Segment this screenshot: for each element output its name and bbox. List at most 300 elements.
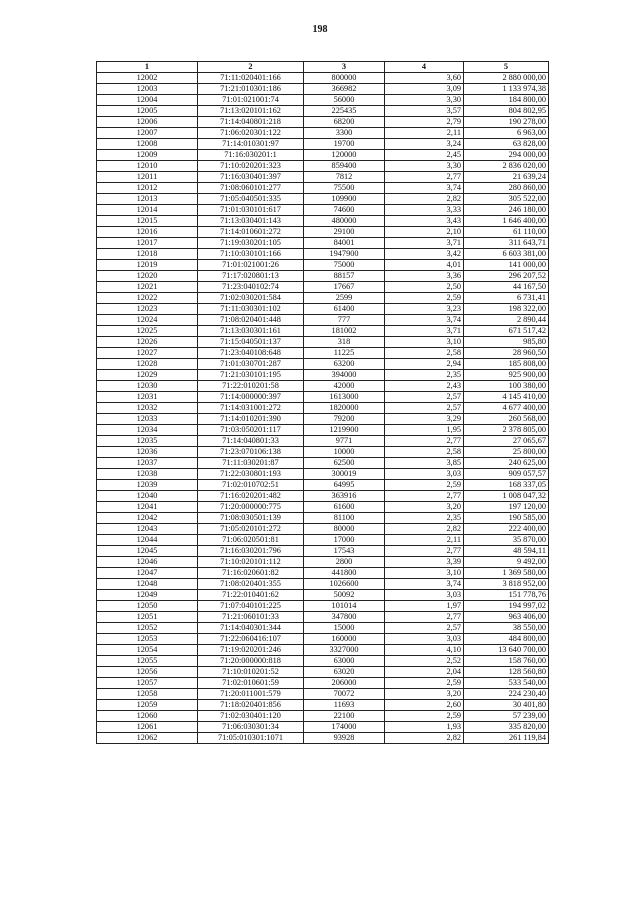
table-row <box>97 216 549 227</box>
total-value-cell: 260 568,00 <box>464 414 549 425</box>
table-row <box>97 480 549 491</box>
area-value-cell: 17667 <box>304 282 385 293</box>
table-row <box>97 227 549 238</box>
row-number-cell: 12046 <box>97 557 198 568</box>
area-value-cell: 101014 <box>304 601 385 612</box>
total-value-cell: 9 492,00 <box>464 557 549 568</box>
table-row <box>97 403 549 414</box>
area-value-cell: 88157 <box>304 271 385 282</box>
row-number-cell: 12032 <box>97 403 198 414</box>
area-value-cell: 3327000 <box>304 645 385 656</box>
rate-value-cell: 2,04 <box>385 667 464 678</box>
cadastral-number-cell: 71:15:040501:137 <box>198 337 304 348</box>
total-value-cell: 533 540,00 <box>464 678 549 689</box>
table-row <box>97 414 549 425</box>
area-value-cell: 10000 <box>304 447 385 458</box>
area-value-cell: 22100 <box>304 711 385 722</box>
table-row <box>97 106 549 117</box>
area-value-cell: 363916 <box>304 491 385 502</box>
row-number-cell: 12053 <box>97 634 198 645</box>
total-value-cell: 222 400,00 <box>464 524 549 535</box>
rate-value-cell: 2,45 <box>385 150 464 161</box>
table-row <box>97 590 549 601</box>
table-row <box>97 733 549 744</box>
table-row <box>97 95 549 106</box>
cadastral-number-cell: 71:10:020201:323 <box>198 161 304 172</box>
row-number-cell: 12007 <box>97 128 198 139</box>
rate-value-cell: 3,03 <box>385 469 464 480</box>
area-value-cell: 17543 <box>304 546 385 557</box>
rate-value-cell: 3,29 <box>385 414 464 425</box>
row-number-cell: 12005 <box>97 106 198 117</box>
cadastral-number-cell: 71:03:050201:117 <box>198 425 304 436</box>
total-value-cell: 1 133 974,38 <box>464 84 549 95</box>
rate-value-cell: 2,57 <box>385 403 464 414</box>
row-number-cell: 12019 <box>97 260 198 271</box>
row-number-cell: 12017 <box>97 238 198 249</box>
cadastral-number-cell: 71:16:020201:482 <box>198 491 304 502</box>
cadastral-number-cell: 71:21:030101:195 <box>198 370 304 381</box>
rate-value-cell: 2,52 <box>385 656 464 667</box>
cadastral-number-cell: 71:20:000000:775 <box>198 502 304 513</box>
row-number-cell: 12004 <box>97 95 198 106</box>
area-value-cell: 181002 <box>304 326 385 337</box>
rate-value-cell: 3,33 <box>385 205 464 216</box>
cadastral-number-cell: 71:14:010201:390 <box>198 414 304 425</box>
cadastral-number-cell: 71:02:030401:120 <box>198 711 304 722</box>
area-value-cell: 441800 <box>304 568 385 579</box>
area-value-cell: 19700 <box>304 139 385 150</box>
area-value-cell: 9771 <box>304 436 385 447</box>
table-row <box>97 645 549 656</box>
row-number-cell: 12048 <box>97 579 198 590</box>
row-number-cell: 12060 <box>97 711 198 722</box>
total-value-cell: 57 239,00 <box>464 711 549 722</box>
row-number-cell: 12041 <box>97 502 198 513</box>
row-number-cell: 12010 <box>97 161 198 172</box>
row-number-cell: 12034 <box>97 425 198 436</box>
total-value-cell: 484 800,00 <box>464 634 549 645</box>
row-number-cell: 12008 <box>97 139 198 150</box>
area-value-cell: 318 <box>304 337 385 348</box>
cadastral-number-cell: 71:23:040108:648 <box>198 348 304 359</box>
table-row <box>97 205 549 216</box>
rate-value-cell: 3,36 <box>385 271 464 282</box>
cadastral-table <box>96 61 549 744</box>
area-value-cell: 1947900 <box>304 249 385 260</box>
table-row <box>97 271 549 282</box>
area-value-cell: 7812 <box>304 172 385 183</box>
rate-value-cell: 3,03 <box>385 590 464 601</box>
rate-value-cell: 2,58 <box>385 348 464 359</box>
table-row <box>97 282 549 293</box>
cadastral-number-cell: 71:13:020101:162 <box>198 106 304 117</box>
total-value-cell: 190 278,00 <box>464 117 549 128</box>
cadastral-number-cell: 71:02:030201:584 <box>198 293 304 304</box>
table-row <box>97 513 549 524</box>
row-number-cell: 12002 <box>97 73 198 84</box>
table-row <box>97 623 549 634</box>
cadastral-number-cell: 71:14:031001:272 <box>198 403 304 414</box>
row-number-cell: 12058 <box>97 689 198 700</box>
table-row <box>97 458 549 469</box>
total-value-cell: 224 230,40 <box>464 689 549 700</box>
area-value-cell: 225435 <box>304 106 385 117</box>
total-value-cell: 27 065,67 <box>464 436 549 447</box>
rate-value-cell: 2,82 <box>385 524 464 535</box>
area-value-cell: 79200 <box>304 414 385 425</box>
total-value-cell: 2 836 020,00 <box>464 161 549 172</box>
area-value-cell: 1219900 <box>304 425 385 436</box>
area-value-cell: 2800 <box>304 557 385 568</box>
rate-value-cell: 2,43 <box>385 381 464 392</box>
table-row <box>97 150 549 161</box>
total-value-cell: 30 401,80 <box>464 700 549 711</box>
total-value-cell: 35 870,00 <box>464 535 549 546</box>
row-number-cell: 12023 <box>97 304 198 315</box>
rate-value-cell: 3,03 <box>385 634 464 645</box>
row-number-cell: 12016 <box>97 227 198 238</box>
area-value-cell: 80000 <box>304 524 385 535</box>
total-value-cell: 985,80 <box>464 337 549 348</box>
area-value-cell: 84001 <box>304 238 385 249</box>
total-value-cell: 1 008 047,32 <box>464 491 549 502</box>
rate-value-cell: 2,77 <box>385 436 464 447</box>
column-header-4: 4 <box>385 62 464 73</box>
cadastral-number-cell: 71:22:010201:58 <box>198 381 304 392</box>
cadastral-number-cell: 71:22:060416:107 <box>198 634 304 645</box>
area-value-cell: 109900 <box>304 194 385 205</box>
table-row <box>97 139 549 150</box>
row-number-cell: 12024 <box>97 315 198 326</box>
cadastral-number-cell: 71:21:010301:186 <box>198 84 304 95</box>
area-value-cell: 75000 <box>304 260 385 271</box>
row-number-cell: 12020 <box>97 271 198 282</box>
area-value-cell: 61400 <box>304 304 385 315</box>
total-value-cell: 168 337,05 <box>464 480 549 491</box>
rate-value-cell: 3,10 <box>385 337 464 348</box>
cadastral-number-cell: 71:10:020101:112 <box>198 557 304 568</box>
area-value-cell: 1613000 <box>304 392 385 403</box>
row-number-cell: 12013 <box>97 194 198 205</box>
cadastral-number-cell: 71:14:010301:97 <box>198 139 304 150</box>
area-value-cell: 62500 <box>304 458 385 469</box>
cadastral-number-cell: 71:14:040301:344 <box>198 623 304 634</box>
table-row <box>97 535 549 546</box>
total-value-cell: 2 378 805,00 <box>464 425 549 436</box>
cadastral-number-cell: 71:08:030501:139 <box>198 513 304 524</box>
area-value-cell: 859400 <box>304 161 385 172</box>
rate-value-cell: 3,43 <box>385 216 464 227</box>
cadastral-number-cell: 71:10:030101:166 <box>198 249 304 260</box>
table-row <box>97 689 549 700</box>
cadastral-number-cell: 71:08:020401:448 <box>198 315 304 326</box>
cadastral-number-cell: 71:13:030401:143 <box>198 216 304 227</box>
table-row <box>97 326 549 337</box>
cadastral-number-cell: 71:02:010702:51 <box>198 480 304 491</box>
area-value-cell: 74600 <box>304 205 385 216</box>
rate-value-cell: 2,59 <box>385 711 464 722</box>
table-row <box>97 73 549 84</box>
area-value-cell: 64995 <box>304 480 385 491</box>
table-row <box>97 381 549 392</box>
cadastral-number-cell: 71:21:060101:33 <box>198 612 304 623</box>
cadastral-number-cell: 71:16:030201:796 <box>198 546 304 557</box>
total-value-cell: 2 890,44 <box>464 315 549 326</box>
rate-value-cell: 2,59 <box>385 678 464 689</box>
rate-value-cell: 3,42 <box>385 249 464 260</box>
row-number-cell: 12044 <box>97 535 198 546</box>
table-row <box>97 546 549 557</box>
rate-value-cell: 2,35 <box>385 370 464 381</box>
area-value-cell: 366982 <box>304 84 385 95</box>
row-number-cell: 12029 <box>97 370 198 381</box>
rate-value-cell: 3,30 <box>385 161 464 172</box>
area-value-cell: 75500 <box>304 183 385 194</box>
cadastral-number-cell: 71:01:030101:617 <box>198 205 304 216</box>
total-value-cell: 197 120,00 <box>464 502 549 513</box>
cadastral-number-cell: 71:05:040501:335 <box>198 194 304 205</box>
table-row <box>97 491 549 502</box>
cadastral-number-cell: 71:07:040101:225 <box>198 601 304 612</box>
row-number-cell: 12022 <box>97 293 198 304</box>
table-row <box>97 700 549 711</box>
total-value-cell: 158 760,00 <box>464 656 549 667</box>
table-row <box>97 260 549 271</box>
area-value-cell: 160000 <box>304 634 385 645</box>
row-number-cell: 12042 <box>97 513 198 524</box>
table-row <box>97 194 549 205</box>
table-row <box>97 117 549 128</box>
cadastral-number-cell: 71:22:010401:62 <box>198 590 304 601</box>
cadastral-number-cell: 71:08:060101:277 <box>198 183 304 194</box>
total-value-cell: 4 145 410,00 <box>464 392 549 403</box>
total-value-cell: 246 180,00 <box>464 205 549 216</box>
cadastral-number-cell: 71:20:000000:818 <box>198 656 304 667</box>
total-value-cell: 280 860,00 <box>464 183 549 194</box>
table-row <box>97 502 549 513</box>
cadastral-number-cell: 71:18:020401:856 <box>198 700 304 711</box>
total-value-cell: 335 820,00 <box>464 722 549 733</box>
row-number-cell: 12055 <box>97 656 198 667</box>
rate-value-cell: 3,74 <box>385 183 464 194</box>
total-value-cell: 198 322,00 <box>464 304 549 315</box>
table-row <box>97 249 549 260</box>
total-value-cell: 240 625,00 <box>464 458 549 469</box>
rate-value-cell: 1,95 <box>385 425 464 436</box>
table-row <box>97 304 549 315</box>
rate-value-cell: 3,24 <box>385 139 464 150</box>
area-value-cell: 206000 <box>304 678 385 689</box>
row-number-cell: 12050 <box>97 601 198 612</box>
row-number-cell: 12049 <box>97 590 198 601</box>
total-value-cell: 190 585,00 <box>464 513 549 524</box>
cadastral-number-cell: 71:06:020301:122 <box>198 128 304 139</box>
column-header-2: 2 <box>198 62 304 73</box>
row-number-cell: 12028 <box>97 359 198 370</box>
rate-value-cell: 2,82 <box>385 194 464 205</box>
row-number-cell: 12033 <box>97 414 198 425</box>
table-row <box>97 84 549 95</box>
table-row <box>97 370 549 381</box>
cadastral-number-cell: 71:01:030701:287 <box>198 359 304 370</box>
total-value-cell: 804 802,95 <box>464 106 549 117</box>
row-number-cell: 12038 <box>97 469 198 480</box>
rate-value-cell: 3,20 <box>385 689 464 700</box>
header-row <box>97 62 549 73</box>
rate-value-cell: 2,60 <box>385 700 464 711</box>
table-header <box>97 62 549 73</box>
row-number-cell: 12026 <box>97 337 198 348</box>
rate-value-cell: 2,59 <box>385 293 464 304</box>
row-number-cell: 12052 <box>97 623 198 634</box>
cadastral-number-cell: 71:14:040801:33 <box>198 436 304 447</box>
area-value-cell: 50092 <box>304 590 385 601</box>
row-number-cell: 12054 <box>97 645 198 656</box>
cadastral-number-cell: 71:23:070106:138 <box>198 447 304 458</box>
total-value-cell: 3 818 952,00 <box>464 579 549 590</box>
area-value-cell: 81100 <box>304 513 385 524</box>
total-value-cell: 6 963,00 <box>464 128 549 139</box>
total-value-cell: 63 828,00 <box>464 139 549 150</box>
rate-value-cell: 2,57 <box>385 392 464 403</box>
row-number-cell: 12045 <box>97 546 198 557</box>
table-row <box>97 469 549 480</box>
area-value-cell: 63200 <box>304 359 385 370</box>
total-value-cell: 909 057,57 <box>464 469 549 480</box>
table-row <box>97 425 549 436</box>
rate-value-cell: 3,60 <box>385 73 464 84</box>
table-row <box>97 128 549 139</box>
table-row <box>97 359 549 370</box>
rate-value-cell: 3,71 <box>385 238 464 249</box>
row-number-cell: 12014 <box>97 205 198 216</box>
area-value-cell: 1820000 <box>304 403 385 414</box>
table-row <box>97 436 549 447</box>
total-value-cell: 294 000,00 <box>464 150 549 161</box>
rate-value-cell: 2,94 <box>385 359 464 370</box>
area-value-cell: 70072 <box>304 689 385 700</box>
table-row <box>97 315 549 326</box>
column-header-1: 1 <box>97 62 198 73</box>
cadastral-number-cell: 71:16:030401:397 <box>198 172 304 183</box>
area-value-cell: 2599 <box>304 293 385 304</box>
table-body <box>97 73 549 744</box>
row-number-cell: 12018 <box>97 249 198 260</box>
cadastral-number-cell: 71:16:030201:1 <box>198 150 304 161</box>
total-value-cell: 305 522,00 <box>464 194 549 205</box>
cadastral-number-cell: 71:23:040102:74 <box>198 282 304 293</box>
table-row <box>97 524 549 535</box>
area-value-cell: 11693 <box>304 700 385 711</box>
area-value-cell: 15000 <box>304 623 385 634</box>
rate-value-cell: 4,01 <box>385 260 464 271</box>
rate-value-cell: 2,77 <box>385 172 464 183</box>
rate-value-cell: 2,59 <box>385 480 464 491</box>
row-number-cell: 12030 <box>97 381 198 392</box>
total-value-cell: 925 900,00 <box>464 370 549 381</box>
cadastral-number-cell: 71:19:020201:246 <box>198 645 304 656</box>
area-value-cell: 56000 <box>304 95 385 106</box>
rate-value-cell: 3,74 <box>385 315 464 326</box>
table-row <box>97 161 549 172</box>
row-number-cell: 12012 <box>97 183 198 194</box>
total-value-cell: 100 380,00 <box>464 381 549 392</box>
rate-value-cell: 3,09 <box>385 84 464 95</box>
rate-value-cell: 3,10 <box>385 568 464 579</box>
rate-value-cell: 3,85 <box>385 458 464 469</box>
table-row <box>97 656 549 667</box>
total-value-cell: 4 677 400,00 <box>464 403 549 414</box>
table-row <box>97 722 549 733</box>
cadastral-number-cell: 71:06:020501:81 <box>198 535 304 546</box>
cadastral-number-cell: 71:11:030301:102 <box>198 304 304 315</box>
area-value-cell: 300019 <box>304 469 385 480</box>
row-number-cell: 12059 <box>97 700 198 711</box>
table-row <box>97 392 549 403</box>
cadastral-number-cell: 71:05:010301:1071 <box>198 733 304 744</box>
table-row <box>97 634 549 645</box>
table-row <box>97 238 549 249</box>
row-number-cell: 12056 <box>97 667 198 678</box>
column-header-3: 3 <box>304 62 385 73</box>
table-row <box>97 447 549 458</box>
area-value-cell: 63020 <box>304 667 385 678</box>
cadastral-number-cell: 71:20:011001:579 <box>198 689 304 700</box>
row-number-cell: 12025 <box>97 326 198 337</box>
page-number: 198 <box>312 24 328 35</box>
rate-value-cell: 2,11 <box>385 535 464 546</box>
rate-value-cell: 3,74 <box>385 579 464 590</box>
area-value-cell: 174000 <box>304 722 385 733</box>
total-value-cell: 261 119,84 <box>464 733 549 744</box>
row-number-cell: 12036 <box>97 447 198 458</box>
table-row <box>97 348 549 359</box>
rate-value-cell: 2,10 <box>385 227 464 238</box>
row-number-cell: 12057 <box>97 678 198 689</box>
area-value-cell: 120000 <box>304 150 385 161</box>
total-value-cell: 128 560,80 <box>464 667 549 678</box>
cadastral-number-cell: 71:14:040801:218 <box>198 117 304 128</box>
table-row <box>97 568 549 579</box>
total-value-cell: 25 800,00 <box>464 447 549 458</box>
table-row <box>97 612 549 623</box>
cadastral-number-cell: 71:11:020401:166 <box>198 73 304 84</box>
area-value-cell: 61600 <box>304 502 385 513</box>
row-number-cell: 12015 <box>97 216 198 227</box>
rate-value-cell: 2,77 <box>385 491 464 502</box>
area-value-cell: 394000 <box>304 370 385 381</box>
area-value-cell: 11225 <box>304 348 385 359</box>
table-row <box>97 579 549 590</box>
area-value-cell: 480000 <box>304 216 385 227</box>
row-number-cell: 12035 <box>97 436 198 447</box>
cadastral-number-cell: 71:17:020801:13 <box>198 271 304 282</box>
total-value-cell: 61 110,00 <box>464 227 549 238</box>
row-number-cell: 12047 <box>97 568 198 579</box>
rate-value-cell: 2,82 <box>385 733 464 744</box>
total-value-cell: 28 960,50 <box>464 348 549 359</box>
total-value-cell: 1 646 400,00 <box>464 216 549 227</box>
cadastral-number-cell: 71:14:000000:397 <box>198 392 304 403</box>
table-row <box>97 667 549 678</box>
cadastral-number-cell: 71:01:021001:26 <box>198 260 304 271</box>
cadastral-number-cell: 71:22:030801:193 <box>198 469 304 480</box>
rate-value-cell: 1,93 <box>385 722 464 733</box>
row-number-cell: 12031 <box>97 392 198 403</box>
row-number-cell: 12021 <box>97 282 198 293</box>
row-number-cell: 12027 <box>97 348 198 359</box>
